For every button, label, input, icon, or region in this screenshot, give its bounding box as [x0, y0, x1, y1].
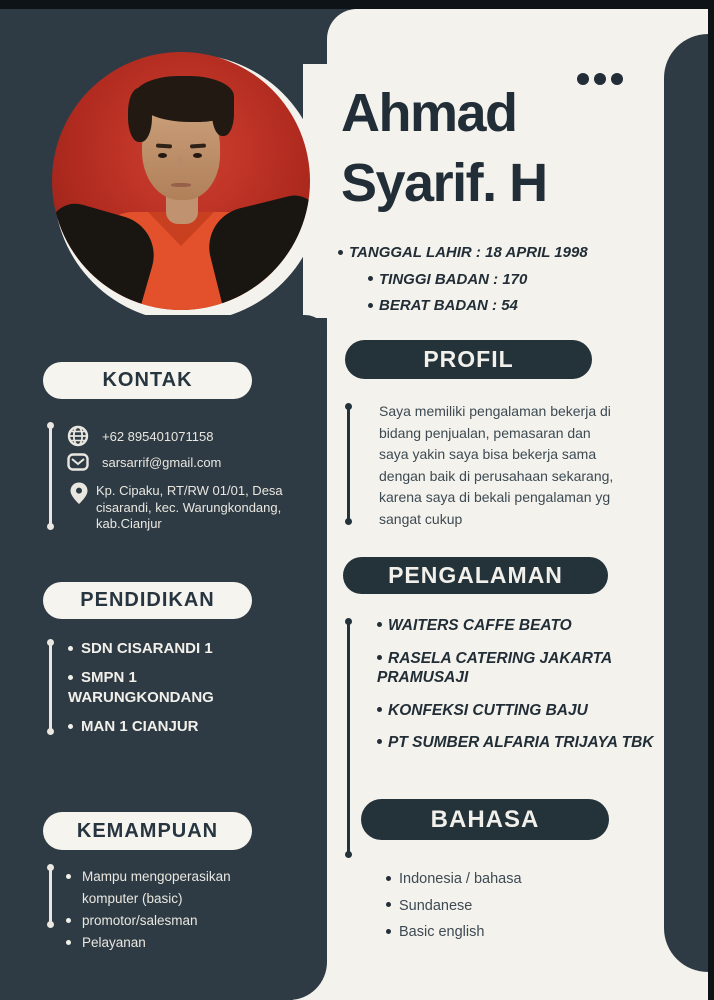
- bullet-icon: [338, 250, 343, 255]
- bullet-icon: [386, 902, 391, 907]
- experience-list: [377, 616, 677, 766]
- photo-mouth: [171, 183, 191, 187]
- education-item: MAN 1 CIANJUR: [68, 717, 260, 737]
- pengalaman-section-title: [343, 557, 608, 594]
- bullet-icon: [386, 876, 391, 881]
- education-list: [68, 639, 260, 746]
- bullet-icon: [377, 739, 382, 744]
- profile-photo: [52, 52, 310, 310]
- photo-nose: [178, 156, 183, 172]
- letterbox-top-bar: [0, 0, 714, 9]
- address: Kp. Cipaku, RT/RW 01/01, Desa cisarandi, kec. Warungkondang, kab.Cianjur: [96, 483, 283, 531]
- bullet-icon: [66, 940, 71, 945]
- photo-eye-left: [158, 153, 167, 158]
- bahasa-section-title: [361, 799, 609, 840]
- experience-item: RASELA CATERING JAKARTA PRAMUSAJI: [377, 649, 612, 686]
- photo-hair-left: [128, 88, 152, 142]
- name-line-2: Syarif. H: [341, 153, 547, 213]
- decorative-dots-icon: [577, 73, 623, 85]
- skill-item: Mampu mengoperasikan komputer (basic): [66, 866, 261, 910]
- detail-height: TINGGI BADAN : 170: [368, 267, 588, 294]
- bullet-icon: [368, 303, 373, 308]
- phone-number: +62 895401071158: [102, 429, 214, 444]
- globe-icon: [66, 424, 90, 448]
- bullet-icon: [386, 929, 391, 934]
- detail-weight: BERAT BADAN : 54: [368, 293, 588, 320]
- photo-eye-right: [193, 153, 202, 158]
- profil-accent-line: [347, 407, 350, 521]
- kemampuan-section-title: [43, 812, 252, 850]
- location-pin-icon: [67, 481, 91, 505]
- skills-list: [66, 866, 261, 954]
- bullet-icon: [377, 622, 382, 627]
- bullet-icon: [66, 874, 71, 879]
- detail-birthdate: TANGGAL LAHIR : 18 APRIL 1998: [338, 240, 588, 267]
- email-address: sarsarrif@gmail.com: [102, 455, 222, 470]
- bullet-icon: [377, 707, 382, 712]
- letterbox-right-bar: [708, 0, 714, 1000]
- pendidikan-accent-line: [49, 643, 52, 731]
- education-item: SDN CISARANDI 1: [68, 639, 260, 659]
- kemampuan-title-text: KEMAMPUAN: [76, 819, 219, 842]
- profil-summary: Saya memiliki pengalaman bekerja di bidang penjualan, pemasaran dan saya yakin saya bisa bekerja sama dengan baik di perusahaan sekarang, karena saya di bekali pengalaman yg sangat cukup: [379, 403, 614, 527]
- language-list: [386, 866, 606, 946]
- language-item: Sundanese: [386, 893, 606, 920]
- bahasa-title-text: BAHASA: [430, 805, 540, 833]
- pengalaman-title-text: PENGALAMAN: [388, 562, 563, 588]
- mail-icon: [66, 450, 90, 474]
- pengalaman-accent-line: [347, 622, 350, 854]
- kontak-title-text: KONTAK: [102, 369, 193, 391]
- personal-details: [338, 240, 588, 320]
- bullet-icon: [66, 918, 71, 923]
- bullet-icon: [68, 646, 73, 651]
- kontak-section-title: [43, 362, 252, 399]
- kemampuan-accent-line: [49, 868, 52, 924]
- experience-item: WAITERS CAFFE BEATO: [377, 616, 677, 636]
- experience-item: KONFEKSI CUTTING BAJU: [377, 701, 677, 721]
- kontak-accent-line: [49, 426, 52, 526]
- language-item: Basic english: [386, 919, 606, 946]
- pendidikan-title-text: PENDIDIKAN: [80, 589, 215, 611]
- profil-title-text: PROFIL: [423, 346, 514, 372]
- bullet-icon: [68, 724, 73, 729]
- bullet-icon: [68, 675, 73, 680]
- photo-hair-right: [212, 86, 234, 136]
- candidate-name: [341, 78, 547, 218]
- skill-item: promotor/salesman: [66, 910, 261, 932]
- language-item: Indonesia / bahasa: [386, 866, 606, 893]
- education-item: SMPN 1 WARUNGKONDANG: [68, 669, 214, 706]
- name-line-1: Ahmad: [341, 83, 517, 143]
- bullet-icon: [377, 655, 382, 660]
- profil-section-title: [345, 340, 592, 379]
- pendidikan-section-title: [43, 582, 252, 619]
- experience-item: PT SUMBER ALFARIA TRIJAYA TBK: [377, 733, 677, 753]
- right-accent-strip: [664, 34, 714, 972]
- skill-item: Pelayanan: [66, 932, 261, 954]
- bullet-icon: [368, 276, 373, 281]
